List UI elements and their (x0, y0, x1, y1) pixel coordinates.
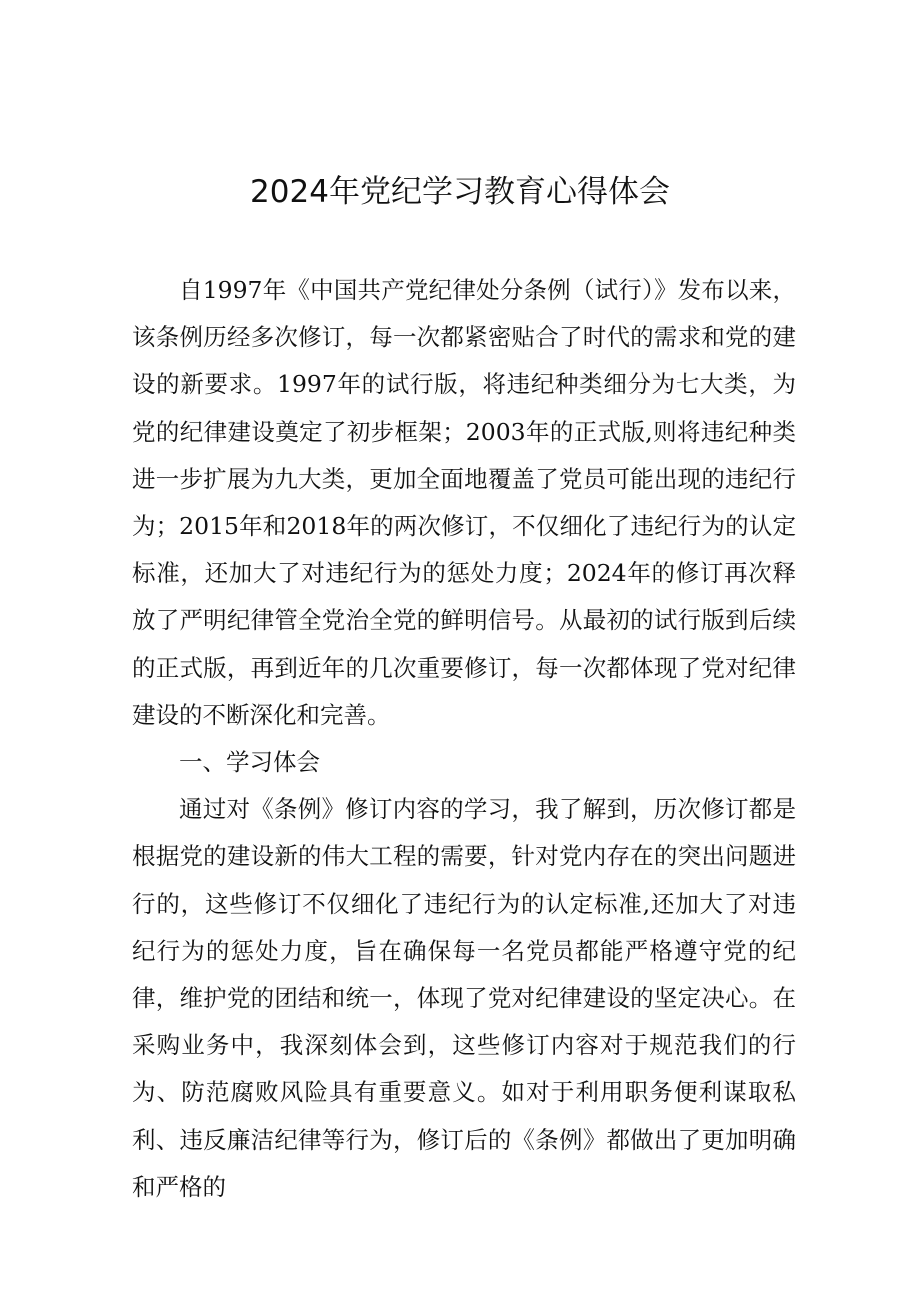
paragraph-learning: 通过对《条例》修订内容的学习，我了解到，历次修订都是根据党的建设新的伟大工程的需要，针对党内存在的突出问题进行的，这些修订不仅细化了违纪行为的认定标准,还加大了对违纪行为的惩处力度，旨在确保每一名党员都能严格遵守党的纪律，维护党的团结和统一，体现了党对纪律建设的坚定决心。在采购业务中，我深刻体会到，这些修订内容对于规范我们的行为、防范腐败风险具有重要意义。如对于利用职务便利谋取私利、违反廉洁纪律等行为，修订后的《条例》都做出了更加明确和严格的 (132, 795, 796, 1201)
document-body (132, 267, 796, 1211)
section-heading-learning: 一、学习体会 (179, 748, 320, 777)
paragraph-intro: 自1997年《中国共产党纪律处分条例（试行）》发布以来，该条例历经多次修订，每一次都紧密贴合了时代的需求和党的建设的新要求。1997年的试行版，将违纪种类细分为七大类，为党的纪律建设奠定了初步框架；2003年的正式版,则将违纪种类进一步扩展为九大类，更加全面地覆盖了党员可能出现的违纪行为；2015年和2018年的两次修订，不仅细化了违纪行为的认定标准，还加大了对违纪行为的惩处力度；2024年的修订再次释放了严明纪律管全党治全党的鲜明信号。从最初的试行版到后续的正式版，再到近年的几次重要修订，每一次都体现了党对纪律建设的不断深化和完善。 (132, 276, 796, 729)
document-title: 2024年党纪学习教育心得体会 (250, 174, 670, 210)
